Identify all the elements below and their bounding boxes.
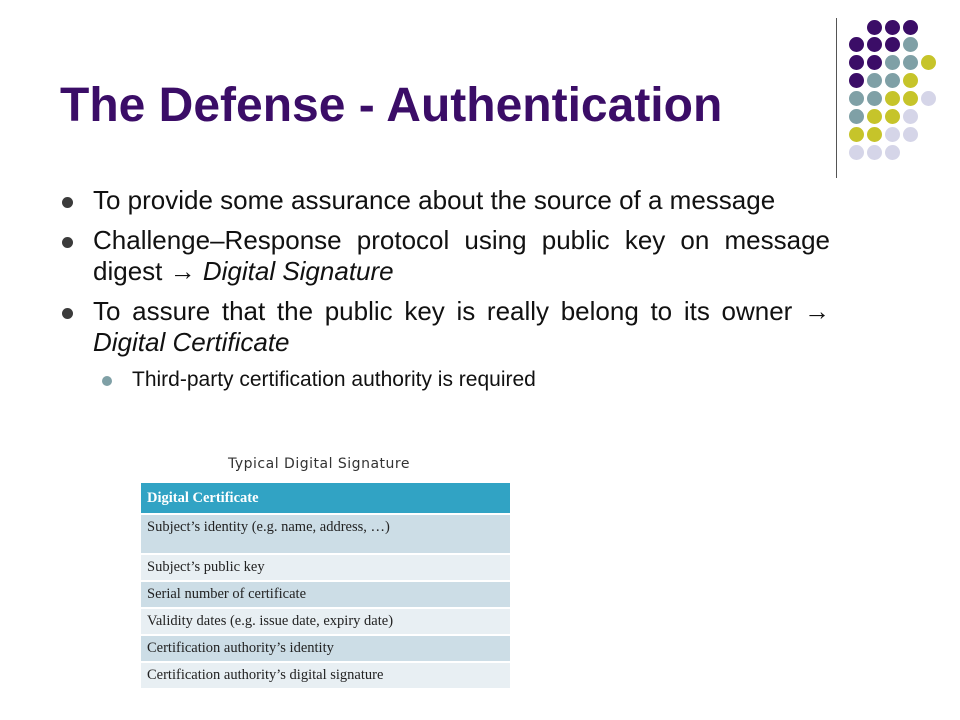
table-cell: Certification authority’s digital signature (141, 662, 510, 689)
table-cell: Subject’s identity (e.g. name, address, …) (141, 514, 510, 554)
decorative-dot (849, 37, 864, 52)
table-header-row (141, 483, 510, 514)
decorative-dot (885, 73, 900, 88)
arrow-right-icon: → (804, 296, 830, 326)
bullet-item (60, 185, 830, 216)
bullet-text: To provide some assurance about the source of a message (93, 185, 776, 215)
arrow-right-icon: → (169, 256, 196, 286)
decorative-dot (867, 145, 882, 160)
table-cell: Certification authority’s identity (141, 635, 510, 662)
decorative-dot (849, 109, 864, 124)
decorative-dot (885, 20, 900, 35)
decorative-dot (885, 127, 900, 142)
decorative-dot (903, 109, 918, 124)
table-row (141, 581, 510, 608)
table-row (141, 635, 510, 662)
decorative-dot (903, 127, 918, 142)
table-cell: Subject’s public key (141, 554, 510, 581)
decorative-dot (867, 91, 882, 106)
table-row (141, 554, 510, 581)
certificate-caption: Typical Digital Signature (228, 456, 410, 472)
decorative-dot (867, 109, 882, 124)
decorative-dot (885, 109, 900, 124)
bullet-text: Challenge–Response protocol using public key on message digest (93, 225, 830, 286)
decorative-dot (903, 20, 918, 35)
decorative-dot (903, 37, 918, 52)
bullet-emphasis: Digital Certificate (93, 327, 290, 357)
sub-bullet-text: Third-party certification authority is required (132, 368, 536, 391)
decorative-vertical-line (836, 18, 837, 178)
table-row (141, 662, 510, 689)
slide-title: The Defense - Authentication (60, 79, 723, 132)
decorative-dot (885, 37, 900, 52)
decorative-dot (849, 91, 864, 106)
table-row (141, 608, 510, 635)
certificate-table (141, 483, 510, 690)
decorative-dot (903, 55, 918, 70)
decorative-dot (867, 37, 882, 52)
decorative-dot (849, 73, 864, 88)
decorative-dot (903, 73, 918, 88)
decorative-dot (903, 91, 918, 106)
sub-bullet-item (60, 367, 830, 393)
table-header: Digital Certificate (141, 483, 510, 514)
table-cell: Serial number of certificate (141, 581, 510, 608)
decorative-dot (867, 55, 882, 70)
decorative-dot (885, 91, 900, 106)
decorative-dot (867, 73, 882, 88)
bullet-item (60, 296, 830, 358)
bullet-item (60, 225, 830, 287)
decorative-dot (867, 20, 882, 35)
bullet-list (60, 185, 830, 393)
table-cell: Validity dates (e.g. issue date, expiry date) (141, 608, 510, 635)
bullet-text: To assure that the public key is really belong to its owner (93, 296, 804, 326)
decorative-dot (849, 145, 864, 160)
decorative-dot (849, 127, 864, 142)
decorative-dot (849, 55, 864, 70)
decorative-dot (885, 145, 900, 160)
table-row (141, 514, 510, 554)
decorative-dot (921, 91, 936, 106)
decorative-dot (921, 55, 936, 70)
decorative-dot (885, 55, 900, 70)
decorative-dot (867, 127, 882, 142)
bullet-emphasis: Digital Signature (202, 256, 394, 286)
